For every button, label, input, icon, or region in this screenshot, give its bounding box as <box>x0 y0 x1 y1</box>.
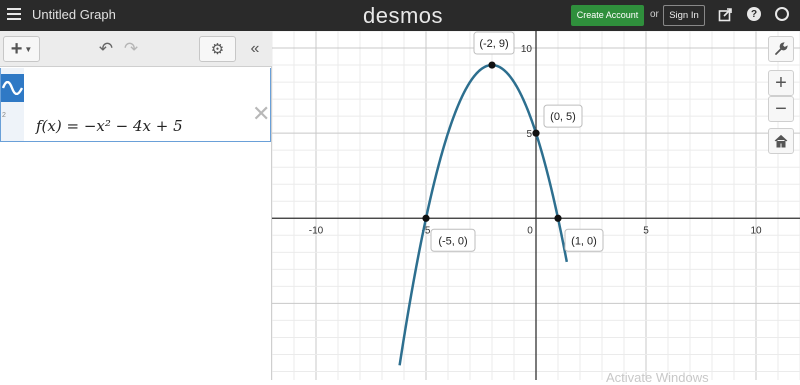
expression-list <box>0 31 272 380</box>
x-tick-label: -5 <box>421 225 431 237</box>
expression-input[interactable]: f(x) = −x² − 4x + 5 <box>36 117 183 135</box>
wrench-icon[interactable] <box>768 36 794 62</box>
point-marker <box>532 130 539 137</box>
create-account-button[interactable]: Create Account <box>571 5 644 26</box>
home-icon[interactable] <box>768 128 794 154</box>
point-label: (1, 0) <box>571 235 597 248</box>
activation-watermark: Activate Windows <box>606 370 709 385</box>
x-tick-label: 0 <box>527 225 533 237</box>
point-label: (-5, 0) <box>438 235 468 248</box>
add-item-button[interactable] <box>3 36 40 62</box>
zoom-out-button[interactable]: − <box>768 96 794 122</box>
graph-canvas[interactable] <box>272 31 800 380</box>
expression-index: 2 <box>2 112 6 119</box>
zoom-in-button[interactable]: + <box>768 70 794 96</box>
top-bar <box>0 0 800 31</box>
desmos-logo: desmos <box>363 3 444 28</box>
add-label: + <box>10 37 23 60</box>
or-label: or <box>650 9 659 20</box>
expression-toolbar <box>0 31 272 67</box>
expression-tab <box>1 68 24 141</box>
help-icon[interactable]: ? <box>747 7 761 21</box>
expression-row[interactable] <box>0 68 271 142</box>
point-label: (0, 5) <box>550 111 576 124</box>
x-tick-label: 5 <box>643 225 649 237</box>
graph-paper[interactable] <box>272 31 800 380</box>
caret-down-icon: ▼ <box>24 44 33 54</box>
wave-icon[interactable] <box>1 74 24 102</box>
redo-icon[interactable]: ↷ <box>123 39 139 58</box>
y-tick-label: 5 <box>526 129 532 141</box>
point-marker <box>488 61 495 68</box>
sign-in-button[interactable]: Sign In <box>663 5 705 26</box>
undo-icon[interactable]: ↶ <box>98 39 114 58</box>
point-marker <box>554 215 561 222</box>
share-icon[interactable] <box>718 7 733 22</box>
y-tick-label: 10 <box>520 44 532 56</box>
point-label: (-2, 9) <box>479 38 509 51</box>
graph-title[interactable]: Untitled Graph <box>32 7 116 22</box>
x-tick-label: 10 <box>750 225 762 237</box>
menu-icon[interactable] <box>7 8 21 22</box>
collapse-sidebar-icon[interactable]: « <box>250 40 260 57</box>
delete-expression-icon[interactable]: ✕ <box>252 101 271 126</box>
point-marker <box>422 215 429 222</box>
settings-icon[interactable]: ⚙ <box>199 36 236 62</box>
globe-icon[interactable] <box>775 7 789 21</box>
x-tick-label: -10 <box>308 225 324 237</box>
